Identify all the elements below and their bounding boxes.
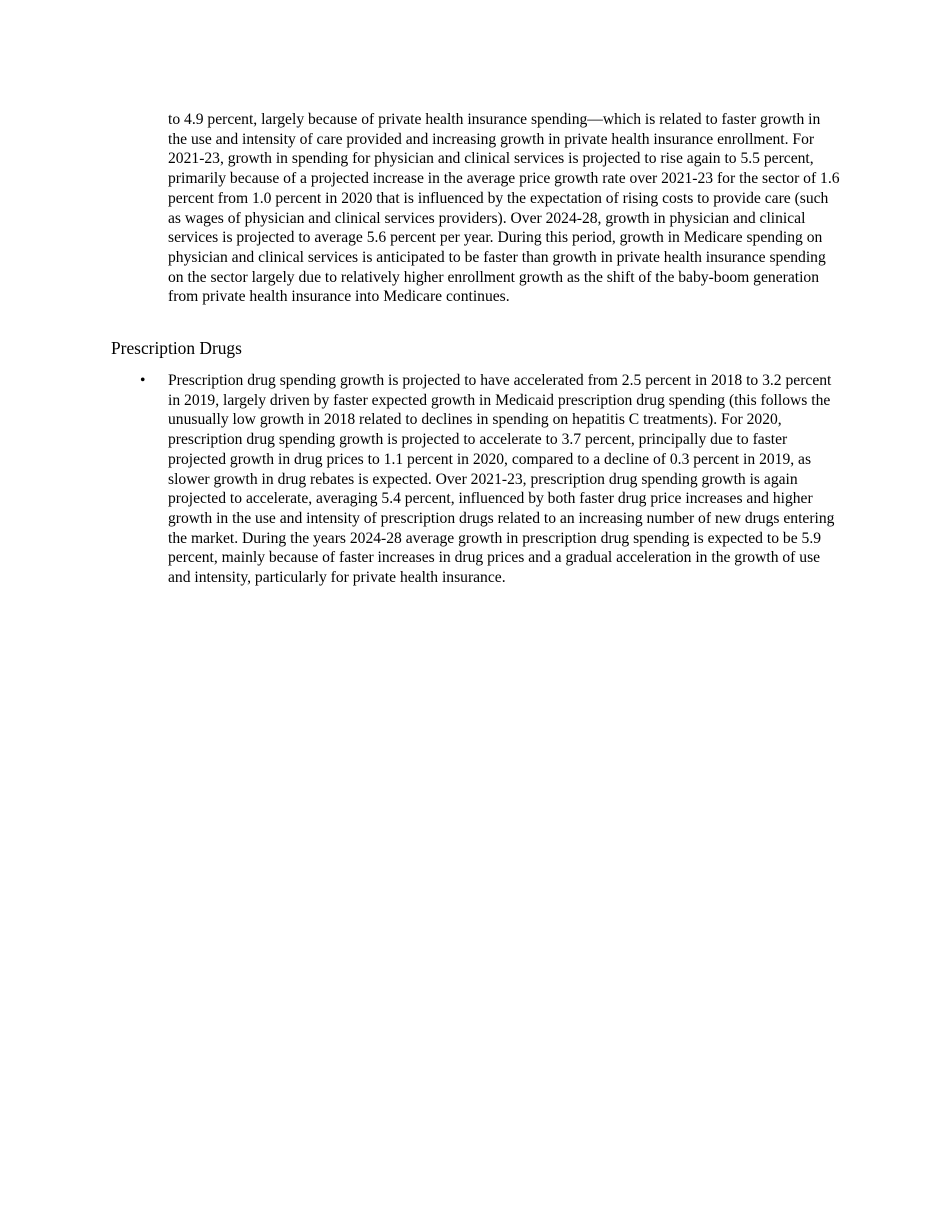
bullet-marker: •	[140, 372, 146, 389]
bullet-text: Prescription drug spending growth is projected to have accelerated from 2.5 percent in 2018 to 3.2 percent in 2019, largely driven by faster expected growth in Medicaid prescription drug spending (this follows the unusually low growth in 2018 related to declines in spending on hepatitis C treatments). For 2020, prescription drug spending growth is projected to accelerate to 3.7 percent, principally due to faster projected growth in drug prices to 1.1 percent in 2020, compared to a decline of 0.3 percent in 2019, as slower growth in drug rebates is expected. Over 2021-23, prescription drug spending growth is again projected to accelerate, averaging 5.4 percent, influenced by both faster drug price increases and higher growth in the use and intensity of prescription drugs related to an increasing number of new drugs entering the market. During the years 2024-28 average growth in prescription drug spending is expected to be 5.9 percent, mainly because of faster increases in drug prices and a gradual acceleration in the growth of use and intensity, particularly for private health insurance.	[168, 372, 835, 587]
section-heading-prescription-drugs: Prescription Drugs	[111, 338, 242, 358]
continuation-paragraph: to 4.9 percent, largely because of private health insurance spending—which is related to faster growth in the use and intensity of care provided and increasing growth in private health insurance enrollment. For 2021-23, growth in spending for physician and clinical services is projected to rise again to 5.5 percent, primarily because of a projected increase in the average price growth rate over 2021-23 for the sector of 1.6 percent from 1.0 percent in 2020 that is influenced by the expectation of rising costs to provide care (such as wages of physician and clinical services providers). Over 2024-28, growth in physician and clinical services is projected to average 5.6 percent per year. During this period, growth in Medicare spending on physician and clinical services is anticipated to be faster than growth in private health insurance spending on the sector largely due to relatively higher enrollment growth as the shift of the baby-boom generation from private health insurance into Medicare continues.	[168, 111, 840, 306]
